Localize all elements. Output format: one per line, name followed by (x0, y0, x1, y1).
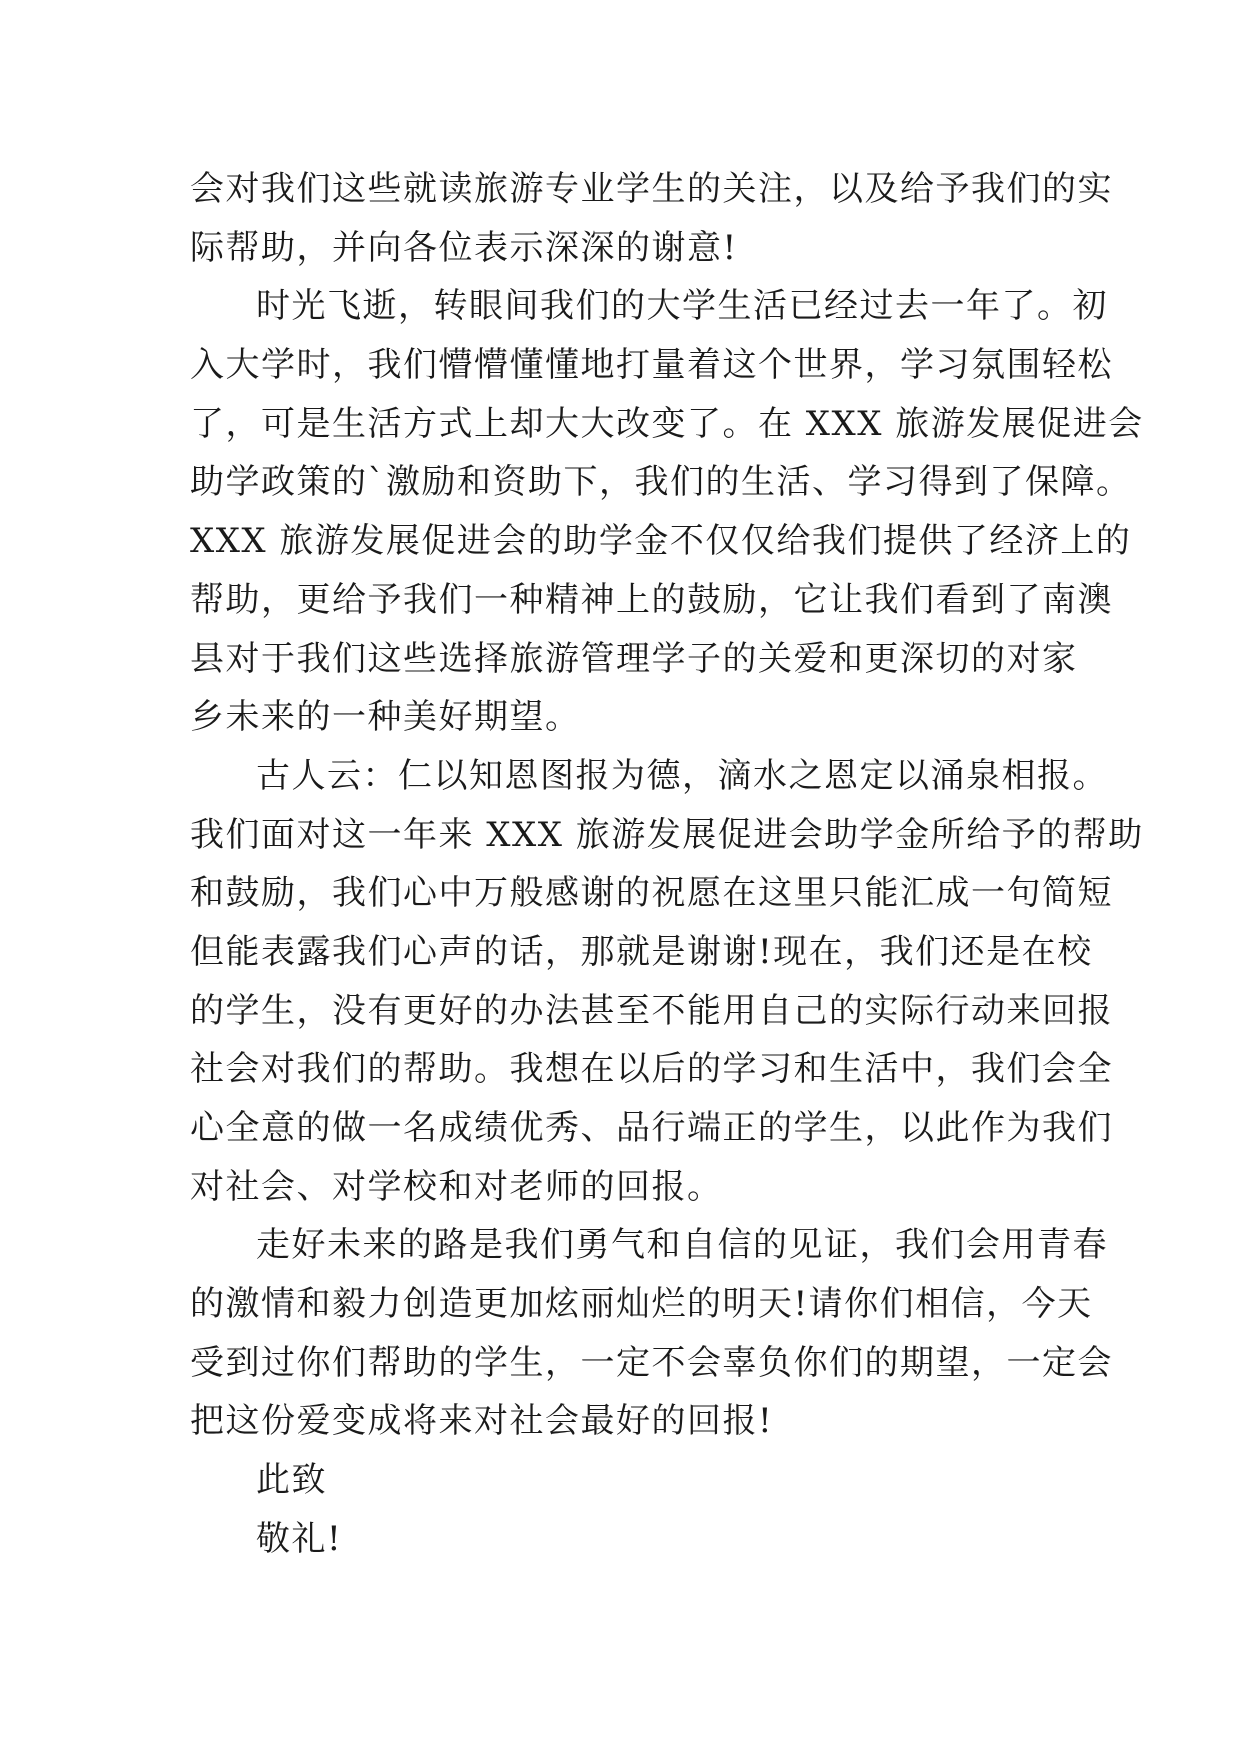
text-line: 际帮助，并向各位表示深深的谢意! (190, 227, 738, 268)
closing-regards: 敬礼! (256, 1518, 343, 1559)
text-line: XXX 旅游发展促进会的助学金不仅仅给我们提供了经济上的 (190, 521, 1132, 562)
text-line: 受到过你们帮助的学生，一定不会辜负你们的期望，一定会 (190, 1342, 1113, 1383)
text-line: 了，可是生活方式上却大大改变了。在 XXX 旅游发展促进会 (190, 403, 1144, 444)
text-line: 帮助，更给予我们一种精神上的鼓励，它让我们看到了南澳 (190, 579, 1113, 620)
text-line: 的学生，没有更好的办法甚至不能用自己的实际行动来回报 (190, 990, 1113, 1031)
text-line: 入大学时，我们懵懵懂懂地打量着这个世界，学习氛围轻松 (190, 345, 1113, 386)
paragraph-start-line: 时光飞逝，转眼间我们的大学生活已经过去一年了。初 (256, 286, 1108, 327)
text-line: 社会对我们的帮助。我想在以后的学习和生活中，我们会全 (190, 1049, 1113, 1090)
text-line: 和鼓励，我们心中万般感谢的祝愿在这里只能汇成一句简短 (190, 873, 1113, 914)
text-line: 会对我们这些就读旅游专业学生的关注，以及给予我们的实 (190, 169, 1113, 209)
text-line: 我们面对这一年来 XXX 旅游发展促进会助学金所给予的帮助 (190, 814, 1144, 855)
text-line: 把这份爱变成将来对社会最好的回报! (190, 1401, 774, 1442)
closing-salutation: 此致 (256, 1460, 327, 1501)
paragraph-start-line: 走好未来的路是我们勇气和自信的见证，我们会用青春 (256, 1225, 1108, 1266)
letter-body (190, 160, 1144, 1569)
text-line: 但能表露我们心声的话，那就是谢谢!现在，我们还是在校 (190, 931, 1093, 972)
text-line: 县对于我们这些选择旅游管理学子的关爱和更深切的对家 (190, 638, 1078, 679)
text-line: 助学政策的`激励和资助下，我们的生活、学习得到了保障。 (190, 462, 1132, 503)
paragraph-start-line: 古人云：仁以知恩图报为德，滴水之恩定以涌泉相报。 (256, 755, 1108, 796)
text-line: 的激情和毅力创造更加炫丽灿烂的明天!请你们相信，今天 (190, 1284, 1093, 1325)
text-line: 对社会、对学校和对老师的回报。 (190, 1166, 723, 1207)
text-line: 乡未来的一种美好期望。 (190, 697, 581, 738)
text-line: 心全意的做一名成绩优秀、品行端正的学生，以此作为我们 (190, 1108, 1113, 1148)
